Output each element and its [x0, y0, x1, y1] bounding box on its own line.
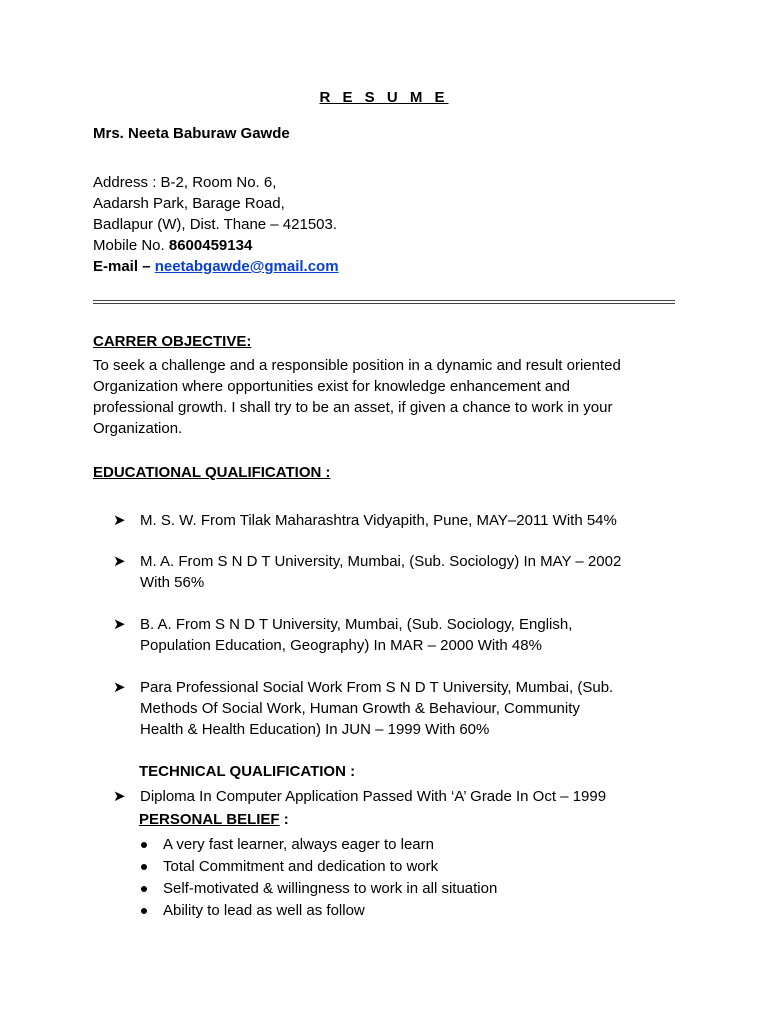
- education-item: ➤ B. A. From S N D T University, Mumbai, (Sub. Sociology, English, Population Education, Geography) In MAR – 2000 With 48%: [113, 616, 573, 654]
- list-item: Self-motivated & willingness to work in all situation: [139, 878, 497, 900]
- candidate-name: Mrs. Neeta Baburaw Gawde: [93, 125, 290, 142]
- education-heading: EDUCATIONAL QUALIFICATION :: [93, 464, 331, 481]
- belief-list: [139, 834, 497, 922]
- technical-heading: TECHNICAL QUALIFICATION :: [139, 763, 356, 780]
- email-label: E-mail –: [93, 258, 155, 275]
- round-bullet-icon: [141, 842, 147, 848]
- round-bullet-icon: [141, 886, 147, 892]
- objective-line: To seek a challenge and a responsible position in a dynamic and result oriented: [93, 357, 621, 374]
- belief-heading: [139, 811, 289, 828]
- mobile-line: [93, 235, 339, 256]
- list-item: Ability to lead as well as follow: [139, 900, 497, 922]
- objective-line: Organization.: [93, 420, 183, 437]
- contact-block: [93, 172, 339, 277]
- address-line-1: Address : B-2, Room No. 6,: [93, 174, 277, 191]
- double-divider: [93, 300, 675, 304]
- resume-title: R E S U M E: [319, 89, 449, 106]
- mobile-label: Mobile No.: [93, 237, 169, 254]
- email-line: [93, 256, 339, 277]
- education-item: ➤ M. A. From S N D T University, Mumbai, (Sub. Sociology) In MAY – 2002 With 56%: [113, 553, 622, 591]
- belief-heading-label: PERSONAL BELIEF: [139, 811, 280, 828]
- arrow-bullet-icon: ➤: [113, 512, 126, 529]
- objective-line: professional growth. I shall try to be an asset, if given a chance to work in your: [93, 399, 613, 416]
- objective-heading: CARRER OBJECTIVE:: [93, 333, 252, 350]
- arrow-bullet-icon: ➤: [113, 616, 126, 633]
- mobile-number: 8600459134: [168, 237, 253, 254]
- education-item: ➤ M. S. W. From Tilak Maharashtra Vidyapith, Pune, MAY–2011 With 54%: [113, 512, 617, 529]
- objective-text: [93, 355, 693, 439]
- objective-line: Organization where opportunities exist for knowledge enhancement and: [93, 378, 570, 395]
- technical-item: ➤ Diploma In Computer Application Passed With ‘A’ Grade In Oct – 1999: [113, 788, 607, 805]
- arrow-bullet-icon: ➤: [113, 679, 126, 696]
- round-bullet-icon: [141, 908, 147, 914]
- address-line-3: Badlapur (W), Dist. Thane – 421503.: [93, 216, 338, 233]
- list-item: A very fast learner, always eager to learn: [139, 834, 497, 856]
- round-bullet-icon: [141, 864, 147, 870]
- list-item: Total Commitment and dedication to work: [139, 856, 497, 878]
- address-line-2: Aadarsh Park, Barage Road,: [93, 195, 285, 212]
- arrow-bullet-icon: ➤: [113, 788, 126, 805]
- education-item: ➤ Para Professional Social Work From S N D T University, Mumbai, (Sub. Methods Of Social Work, Human Growth & Behaviour, Community Health & Health Education) In JUN – 1999 With 60%: [113, 679, 614, 738]
- belief-heading-colon: :: [279, 811, 289, 828]
- arrow-bullet-icon: ➤: [113, 553, 126, 570]
- email-link[interactable]: neetabgawde@gmail.com: [154, 258, 339, 275]
